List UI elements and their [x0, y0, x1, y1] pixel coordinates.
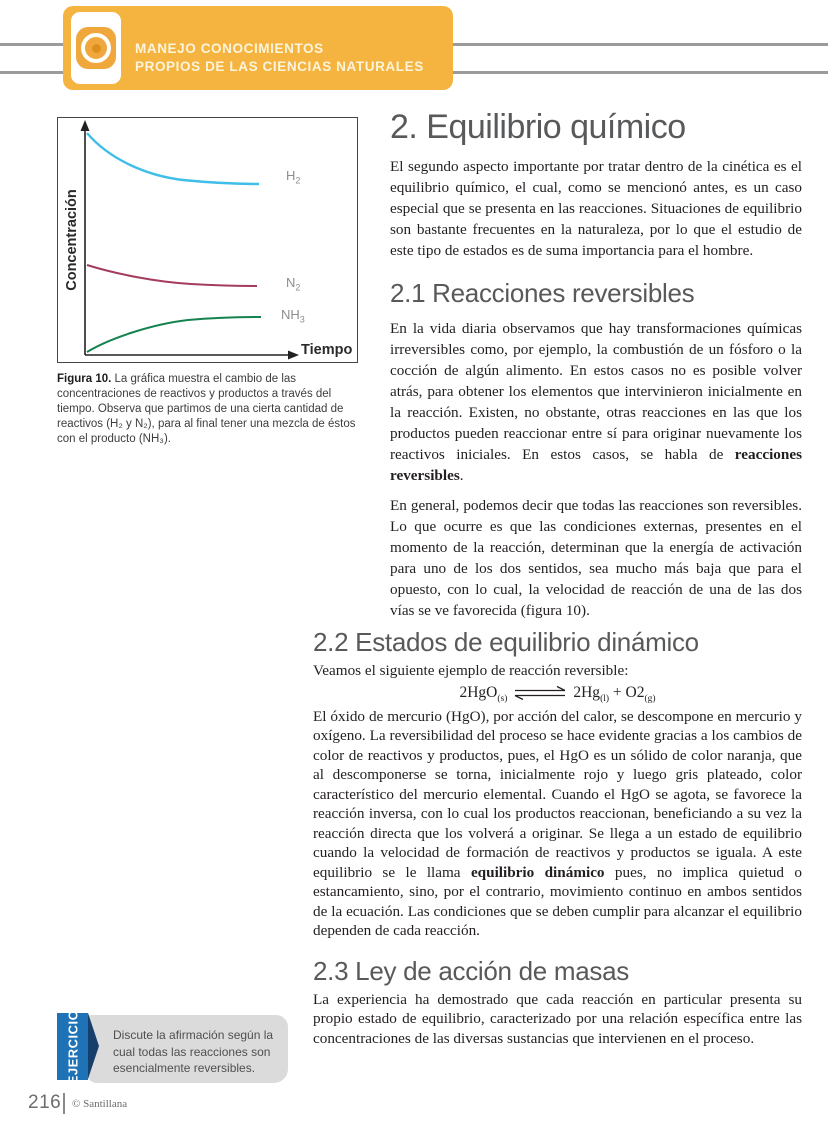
section-2-intro: El segundo aspecto importante por tratar dentro de la cinética es el equilibrio químico, el cual, como se mencionó antes, es un caso especial que se presenta en las reacciones. Situaciones de equilibrio son bastante frecuentes en la naturaleza, por lo que el estudio de este tipo de estados es de suma importancia para el hombre. — [390, 158, 802, 259]
curve-label-h2: $H_2$ — [286, 168, 301, 186]
chemical-equation: 2HgO$_{(s)}$ $2Hg_{(l)} + O2_{(g)}$ — [459, 683, 656, 704]
equilibrium-harpoons-icon — [511, 685, 569, 701]
badge-title-line2: PROPIOS DE LAS CIENCIAS NATURALES — [135, 59, 424, 74]
main-column — [390, 108, 802, 621]
chart-canvas — [58, 118, 356, 361]
curve-label-n2: $N_2$ — [286, 275, 301, 293]
ejercicio-text: Discute la afirmación según la cual todas las reacciones son esencialmente reversibles. — [113, 1028, 274, 1075]
curve-label-nh3: $NH_3$ — [281, 307, 305, 325]
y-axis-arrow-icon — [81, 120, 90, 131]
figure-caption-text: La gráfica muestra el cambio de las concentraciones de reactivos y productos a través del tiempo. Observa que partimos de una cierta cantidad de reactivos (H₂ y N₂), para al final tener una mezcla de éstos con el producto (NH₃). — [57, 373, 356, 445]
section-2-2-paragraph: El óxido de mercurio (HgO), por acción del calor, se descompone en mercurio y oxígeno. La reversibilidad del proceso se hace evidente gracias a los cambios de color de reactivos y productos, pues, el HgO es un sólido de color naranja, que al descomponerse se torna, inicialmente rojo y luego gris plateado, color característico del mercurio elemental. Cuando el HgO se agota, se favorece la reacción inversa, con lo cual los productos reaccionan, beneficiando a su vez la reacción directa que los volverá a originar. Se llega a un estado de equilibrio cuando la velocidad de formación de reactivos y productos se iguala. A este equilibrio se le llama equilibrio dinámico pues, no implica quietud o estancamiento, sino, por el contrario, movimiento continuo en ambos sentidos de la ecuación. Las condiciones que se deben cumplir para alcanzar el equilibrio dependen de cada reacción. — [313, 707, 802, 940]
section-2-2-heading: 2.2 Estados de equilibrio dinámico — [313, 627, 699, 657]
ejercicio-arrow-icon — [88, 1013, 99, 1079]
footer-divider — [63, 1093, 65, 1114]
x-axis-label: Tiempo — [301, 342, 353, 358]
section-2-3-heading: 2.3 Ley de acción de masas — [313, 955, 629, 986]
bold-term-equilibrio-dinamico: equilibrio dinámico — [470, 863, 605, 881]
n2-curve — [87, 265, 257, 286]
nh3-curve — [87, 317, 261, 352]
section-2-1-heading: 2.1 Reacciones reversibles — [390, 278, 695, 308]
concentration-time-chart — [57, 117, 358, 363]
ejercicio-tab-label: EJERCICIO — [65, 1009, 80, 1084]
santillana-logo-plate — [71, 12, 121, 84]
h2-curve — [87, 133, 259, 184]
section-2-2-lead: Veamos el siguiente ejemplo de reacción reversible: — [313, 662, 629, 679]
x-axis-arrow-icon — [288, 351, 299, 360]
swirl-logo-icon — [76, 27, 116, 69]
figure-caption-label: Figura 10. — [57, 373, 112, 385]
y-axis-label: Concentración — [64, 189, 80, 291]
section-2-heading: 2. Equilibrio químico — [390, 108, 686, 146]
section-2-1-paragraph-2: En general, podemos decir que todas las reacciones son reversibles. Lo que ocurre es que las condiciones externas, presentes en el momento de la reacción, determinan que la energía de activación para uno de los dos sentidos, sea mucho más baja que para el opuesto, con lo cual, la velocidad de reacción de una de las dos vías se ve favorecida (figura 10). — [390, 497, 802, 619]
badge-title — [135, 40, 424, 76]
badge-title-line1: MANEJO CONOCIMIENTOS — [135, 41, 324, 56]
ejercicio-box — [87, 1015, 288, 1083]
ejercicio-tab — [57, 1009, 88, 1084]
section-2-1-paragraph-1: En la vida diaria observamos que hay transformaciones químicas irreversibles como, por ejemplo, la combustión de un fósforo o la cocción de algún alimento. En estos casos no es posible volver atrás, para obtener los elementos que intervinieron inicialmente en la reacción. Existen, no obstante, otras reacciones en las que los productos pueden reaccionar entre sí para originar nuevamente los reactivos iniciales. En estos casos, se habla de reacciones reversibles. — [390, 320, 802, 484]
copyright: © Santillana — [72, 1098, 128, 1110]
wide-column — [313, 627, 802, 1048]
bold-term-reacciones-reversibles: reacciones reversibles — [390, 446, 802, 484]
competency-badge — [63, 6, 453, 90]
figure-caption — [57, 372, 359, 447]
section-2-3-paragraph: La experiencia ha demostrado que cada reacción en particular presenta su propio estado de equilibrio, caracterizado por una relación específica entre las concentraciones de las diversas sustancias que intervienen en el proceso. — [313, 990, 802, 1047]
page-number: 216 — [28, 1092, 62, 1113]
